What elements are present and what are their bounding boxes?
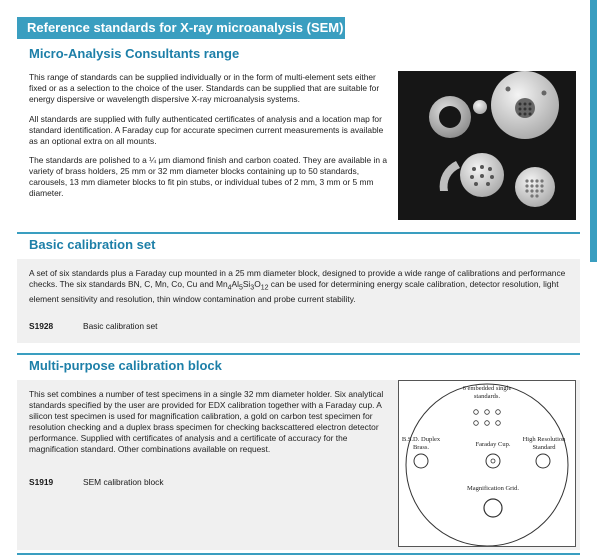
product-code: S1919 (29, 477, 54, 487)
basic-calibration-paragraph: A set of six standards plus a Faraday cup mounted in a 25 mm diameter block, designed to provide a wide range of calibrations and performance checks. The six standards BN, C, Mn, Co, Cu and $Mn_4Al_5Si_3O_{12}$ can be used for determining energy scale calibration, detector resolution, light element sensitivity and resolution, thin window contamination and probe current stability. (29, 268, 566, 304)
multi-purpose-product-row (29, 477, 164, 487)
standards-photo-illustration (398, 71, 576, 220)
basic-calibration-product-row (29, 321, 157, 331)
calibration-block-diagram (398, 380, 576, 547)
section-divider (17, 232, 580, 234)
section-heading-basic-calibration: Basic calibration set (29, 237, 156, 252)
edge-accent-bar (590, 0, 597, 262)
multi-purpose-paragraph: This set combines a number of test specimens in a single 32 mm diameter holder. Six analytical standards specified by the user are provided for EDX calibration together with a Faraday cup. A silicon test specimen is used for magnification calibration, a gold on carbon test specimen for resolution checking and a duplex brass specimen for checking backscattered electron detector performance. Supplied with certificates of analysis and a certificate of accuracy for the magnification standard. Other combinations available on request. (29, 389, 384, 454)
bsd-label: B.S.D. Duplex Brass. (401, 436, 441, 451)
faraday-cup-label: Faraday Cup. (475, 441, 511, 448)
section-heading-micro-analysis: Micro-Analysis Consultants range (29, 46, 240, 61)
product-name: Basic calibration set (83, 321, 158, 331)
bottom-divider (17, 553, 580, 555)
product-name: SEM calibration block (83, 477, 164, 487)
polish-paragraph: The standards are polished to a ¼ μm diamond finish and carbon coated. They are available in a variety of brass holders, 25 mm or 32 mm diameter blocks containing up to 50 standards, carousels, 13 mm diameter blocks to fit pin stubs, or individual tubes of 2 mm, 3 mm or 5 mm diameter. (29, 155, 388, 198)
embedded-standards-label: 6 embedded single standards. (462, 385, 512, 400)
calibration-block-outline (399, 381, 575, 546)
section-divider (17, 353, 580, 355)
certificates-paragraph: All standards are supplied with fully authenticated certificates of analysis and a location map for standard identification. A Faraday cup for accurate specimen current measurements is available as an optional extra on all mounts. (29, 114, 384, 146)
intro-paragraph: This range of standards can be supplied individually or in the form of multi-element sets either fixed or as a selection to the choice of the user. Standards can be supplied that are suitable for energy dispersive or wavelength dispersive X-ray microanalysis systems. (29, 72, 380, 104)
high-resolution-label: High Resolution Standard (522, 436, 566, 451)
standards-photo (398, 71, 576, 220)
page-title: Reference standards for X-ray microanalysis (SEM) (17, 17, 345, 39)
section-heading-multi-purpose: Multi-purpose calibration block (29, 358, 222, 373)
magnification-grid-label: Magnification Grid. (467, 485, 519, 492)
product-code: S1928 (29, 321, 54, 331)
